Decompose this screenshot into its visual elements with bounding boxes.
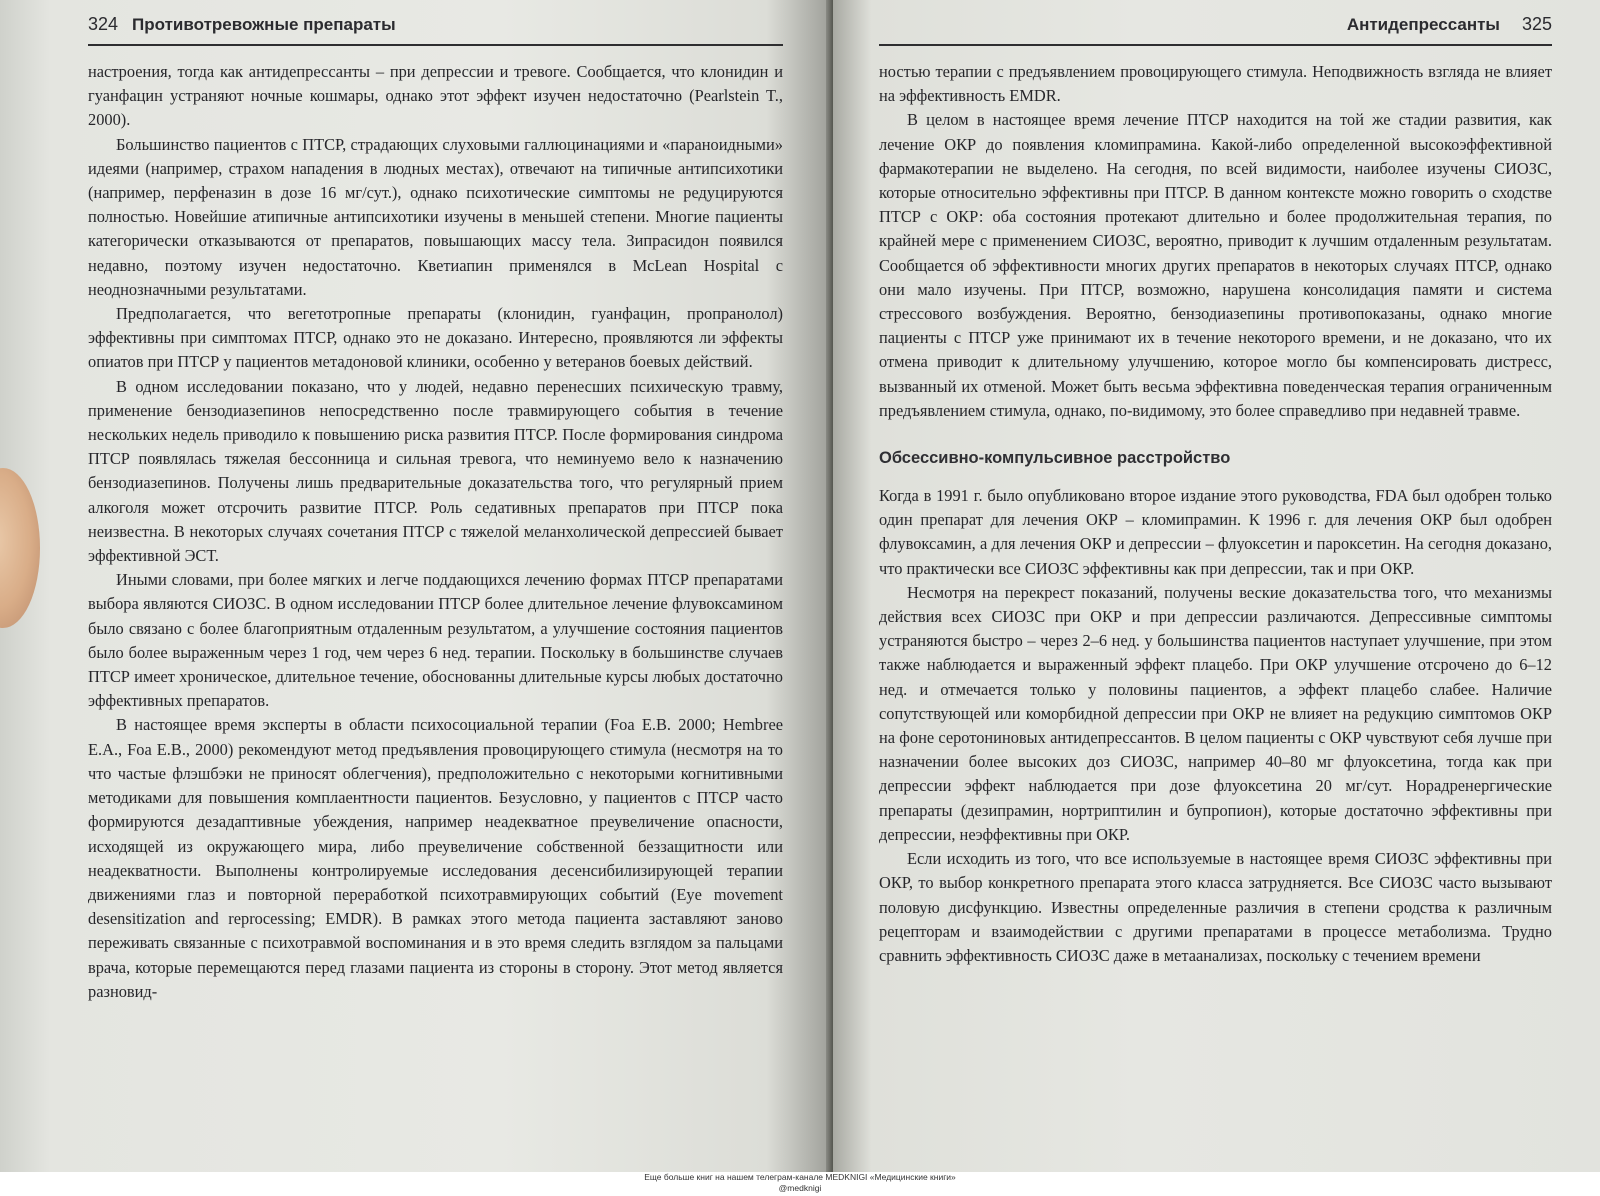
left-body-text [88,60,783,1004]
right-page-number: 325 [1521,14,1552,34]
left-running-title: Противотревожные препараты [132,15,396,34]
section-heading: Обсессивно-компульсивное расстройство [879,449,1231,468]
paragraph: Когда в 1991 г. было опубликовано второе издание этого руководства, FDA был одобрен только один препарат для лечения ОКР – кломипрамин. К 1996 г. для лечения ОКР был одобрен флувоксамин, а для лечения ОКР и депрессии – флуоксетин и пароксетин. На сегодня доказано, что практически все СИОЗС эффективны как при депрессии, так и при ОКР. [879,486,1552,578]
left-page-number: 324 [88,14,119,34]
paragraph: Если исходить из того, что все используемые в настоящее время СИОЗС эффективны при ОКР, то выбор конкретного препарата этого класса затрудняется. Все СИОЗС часто вызывают половую дисфункцию. Известны определенные различия в степени сродства к различным рецепторам и взаимодействии с другими препаратами в процессе метаболизма. Трудно сравнить эффективность СИОЗС даже в метаанализах, поскольку с течением времени [879,849,1552,965]
watermark-line-2: @medknigi [778,1183,822,1193]
watermark-line-1: Еще больше книг на нашем телеграм-канале MEDKNIGI «Медицинские книги» [644,1172,956,1182]
watermark-banner [0,1172,1600,1196]
right-running-head [879,14,1552,46]
paragraph: Иными словами, при более мягких и легче поддающихся лечению формах ПТСР препаратами выбора являются СИОЗС. В одном исследовании ПТСР более длительное лечение флувоксамином было связано с более благоприятным отдаленным результатом, а улучшение состояния пациентов было более выраженным через 1 год, чем через 6 нед. терапии. Поскольку в большинстве случаев ПТСР имеет хроническое, длительное течение, обоснованны длительные курсы любых достаточно эффективных препаратов. [88,570,783,711]
paragraph: Большинство пациентов с ПТСР, страдающих слуховыми галлюцинациями и «параноидными» идеями (например, страхом нападения в людных местах), отвечают на типичные антипсихотики (например, перфеназин в дозе 16 мг/сут.), однако психотические симптомы не редуцируются полностью. Новейшие атипичные антипсихотики изучены в меньшей степени. Многие пациенты категорически отказываются от препаратов, повышающих массу тела. Зипрасидон появился недавно, поэтому изучен недостаточно. Кветиапин применялся в McLean Hospital с неоднозначными результатами. [88,134,783,299]
left-running-head [88,14,783,46]
paragraph: В настоящее время эксперты в области психосоциальной терапии (Foa E.B. 2000; Hembree E.A., Foa E.B., 2000) рекомендуют метод предъявления провоцирующего стимула (несмотря на то что частые флэшбэки не приносят облегчения), предположительно с некоторыми когнитивными методиками для повышения комплаентности пациентов. Безусловно, у пациентов с ПТСР часто формируются дезадаптивные убеждения, например неадекватное преувеличение опасности, исходящей из окружающего мира, либо преувеличение собственной беззащитности или неадекватности. Выполнены контролируемые исследования десенсибилизирующей терапии движениями глаз и повторной переработкой психотравмирующих событий (Eye movement desensitization and reprocessing; EMDR). В рамках этого метода пациента заставляют заново переживать связанные с психотравмой воспоминания и в это время следить взглядом за пальцами врача, которые перемещаются перед глазами пациента из стороны в сторону. Этот метод является разновид- [88,715,783,1001]
paragraph: Несмотря на перекрест показаний, получены веские доказательства того, что механизмы действия всех СИОЗС при ОКР и при депрессии различаются. Депрессивные симптомы устраняются быстро – через 2–6 нед. у большинства пациентов наступает улучшение, при этом также наблюдается и выраженный эффект плацебо. При ОКР улучшение отсрочено до 6–12 нед. и отмечается только у половины пациентов, а эффект плацебо слабее. Наличие сопутствующей или коморбидной депрессии при ОКР не влияет на редукцию симптомов ОКР на фоне серотониновых антидепрессантов. В целом пациенты с ОКР чувствуют себя лучше при назначении более высоких доз СИОЗС, например 40–80 мг флуоксетина, тогда как при депрессии эффект наблюдается при дозе флуоксетина 20 мг/сут. Норадренергические препараты (дезипрамин, нортриптилин и бупропион), которые достаточно эффективны при депрессии, неэффективны при ОКР. [879,582,1552,844]
right-running-title: Антидепрессанты [1346,15,1500,34]
paragraph: ностью терапии с предъявлением провоцирующего стимула. Неподвижность взгляда не влияет на эффективность EMDR. [879,62,1552,106]
right-body-text [879,60,1552,968]
right-page [833,0,1600,1172]
paragraph: В одном исследовании показано, что у людей, недавно перенесших психическую травму, применение бензодиазепинов непосредственно после травмирующего события в течение нескольких недель приводило к повышению риска развития ПТСР. После формирования синдрома ПТСР появлялась тяжелая бессонница и сильная тревога, что неминуемо вело к назначению бензодиазепинов. Получены лишь предварительные доказательства того, что регулярный прием алкоголя может отсрочить развитие ПТСР. Роль седативных препаратов при ПТСР пока неизвестна. В некоторых случаях сочетания ПТСР с тяжелой меланхолической депрессией бывает эффективной ЭСТ. [88,376,783,566]
paragraph: Предполагается, что вегетотропные препараты (клонидин, гуанфацин, пропранолол) эффективны при симптомах ПТСР, однако это не доказано. Интересно, проявляются ли эффекты опиатов при ПТСР у пациентов метадоновой клиники, особенно у ветеранов боевых действий. [88,304,783,372]
paragraph: настроения, тогда как антидепрессанты – при депрессии и тревоге. Сообщается, что клонидин и гуанфацин устраняют ночные кошмары, однако этот эффект изучен недостаточно (Pearlstein T., 2000). [88,62,783,130]
paragraph: В целом в настоящее время лечение ПТСР находится на той же стадии развития, как лечение ОКР до появления кломипрамина. Какой-либо определенной высокоэффективной фармакотерапии не выделено. На сегодня, по всей видимости, наиболее изучены СИОЗС, которые относительно эффективны при ПТСР. В данном контексте можно говорить о сходстве ПТСР с ОКР: оба состояния протекают длительно и более продолжительная терапия, по крайней мере с применением СИОЗС, вероятно, приводит к лучшим отдаленным результатам. Сообщается об эффективности многих других препаратов в некоторых случаях ПТСР, однако они мало изучены. При ПТСР, возможно, нарушена консолидация памяти и система стрессового возбуждения. Вероятно, бензодиазепины противопоказаны, однако многие пациенты с ПТСР уже принимают их в течение некоторого времени, и не доказано, что их отмена приводит к длительному улучшению, которое могло бы компенсировать дистресс, вызванный их отменой. Может быть весьма эффективна поведенческая терапия ограниченным предъявлением стимула, однако, по-видимому, это более справедливо при недавней травме. [879,110,1552,420]
